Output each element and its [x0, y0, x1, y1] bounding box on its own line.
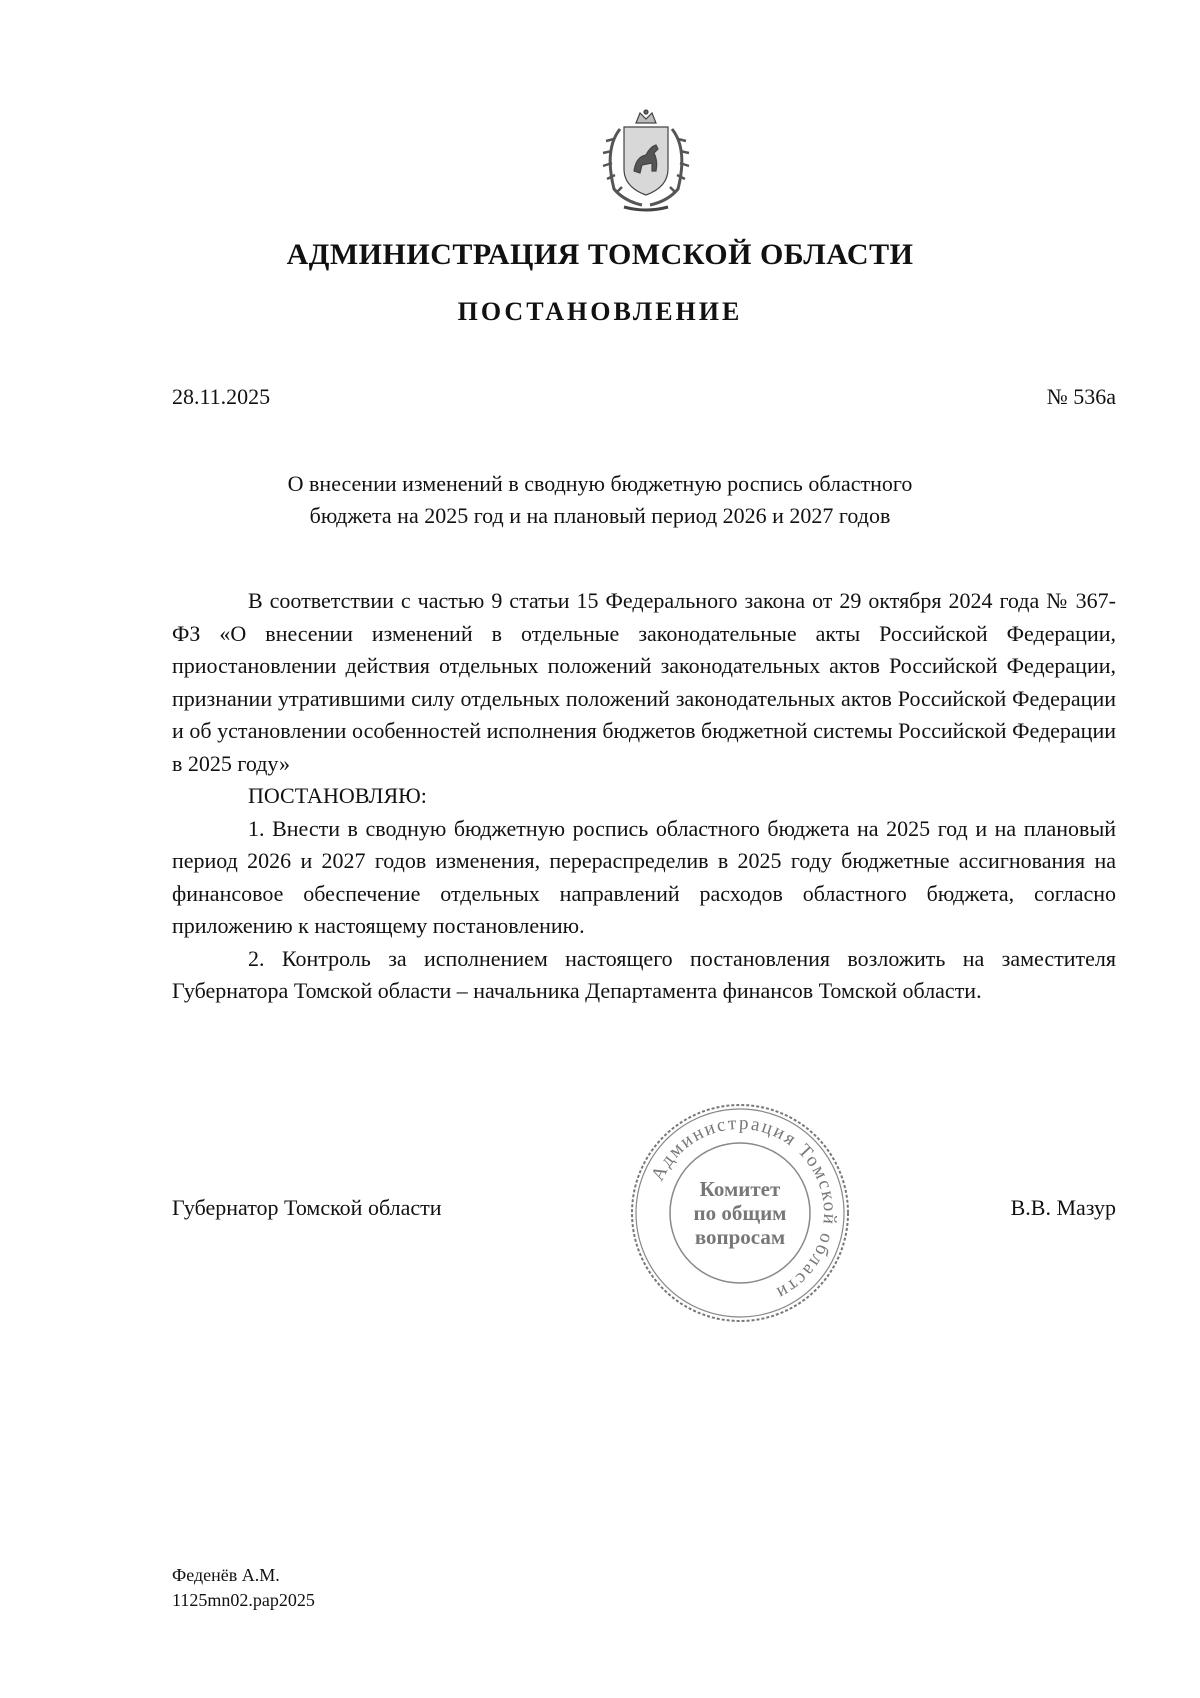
signatory-name: В.В. Мазур [1010, 1195, 1116, 1220]
file-code: 1125mn02.pap2025 [172, 1590, 315, 1610]
preamble-paragraph: В соответствии с частью 9 статьи 15 Федерального закона от 29 октября 2024 года № 367-ФЗ «О внесении изменений в отдельные законодательные акты Российской Федерации, приостановлении действия отдельных положений законодательных актов Российской Федерации, признании утратившими силу отдельных положений законодательных актов Российской Федерации и об установлении особенностей исполнения бюджетов бюджетной системы Российской Федерации в 2025 году» [172, 588, 1116, 776]
stamp-center-line-1: Комитет [699, 1177, 781, 1201]
subject-line-2: бюджета на 2025 год и на плановый период 2026 и 2027 годов [309, 503, 891, 528]
stamp-ring-text: Администрация Томской области [647, 1112, 841, 1305]
decree-item-2: 2. Контроль за исполнением настоящего постановления возложить на заместителя Губернатора Томской области – начальника Департамента финансов Томской области. [172, 945, 1116, 1003]
subject-line-1: О внесении изменений в сводную бюджетную роспись областного [287, 471, 913, 496]
coat-of-arms-emblem [584, 109, 708, 213]
document-body [172, 585, 1116, 1008]
organization-title: АДМИНИСТРАЦИЯ ТОМСКОЙ ОБЛАСТИ [286, 238, 914, 271]
document-subject [200, 468, 1000, 532]
document-date: 28.11.2025 [172, 384, 271, 409]
document-type-title: ПОСТАНОВЛЕНИЕ [457, 297, 743, 326]
executor-name: Феденёв А.М. [172, 1565, 280, 1585]
decree-heading: ПОСТАНОВЛЯЮ: [248, 783, 427, 808]
document-number: № 536а [1046, 384, 1116, 409]
signatory-title: Губернатор Томской области [172, 1195, 442, 1220]
stamp-center-line-3: вопросам [694, 1225, 786, 1249]
stamp-center-line-2: по общим [693, 1201, 787, 1225]
decree-item-1: 1. Внести в сводную бюджетную роспись областного бюджета на 2025 год и на плановый период 2026 и 2027 годов изменения, перераспределив в 2025 году бюджетные ассигнования на финансовое обеспечение отдельных направлений расходов областного бюджета, согласно приложению к настоящему постановлению. [172, 815, 1116, 938]
official-stamp [627, 1100, 853, 1326]
